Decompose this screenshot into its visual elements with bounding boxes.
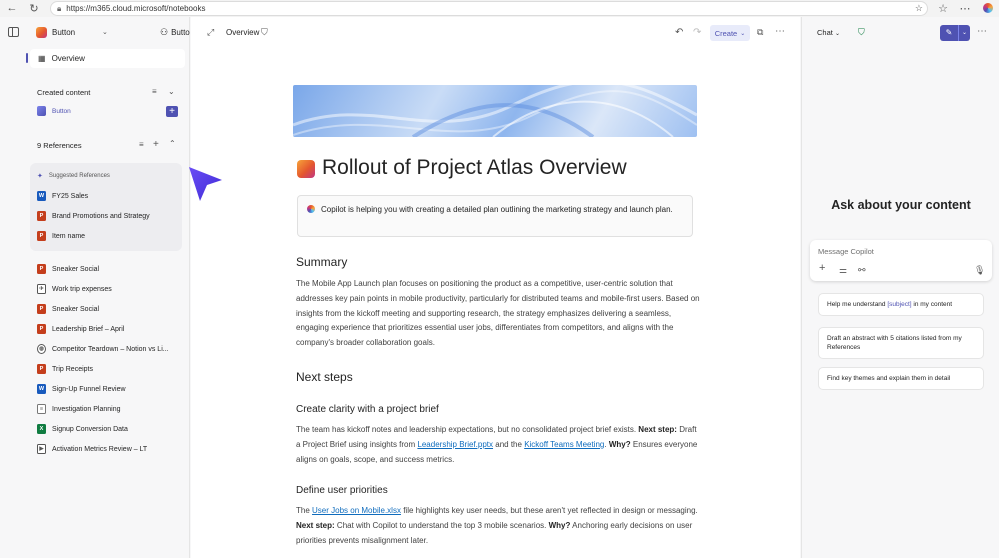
chevron-up-icon[interactable]: ⌃ — [169, 139, 176, 148]
chevron-down-icon[interactable]: ⌄ — [168, 87, 175, 96]
section-paragraph: The team has kickoff notes and leadership expectations, but no consolidated project brief exists. Next step: Draft a Project Brief using insights from Leadership Brief.pptx and the Kickoff Teams Meeting. Why? Ensures everyone aligns on goals, scope, and success metrics. — [296, 425, 698, 464]
chevron-down-icon[interactable]: ⌄ — [961, 30, 968, 36]
lock-icon: 🔒︎ — [57, 3, 62, 13]
add-content-button[interactable]: + — [166, 106, 178, 117]
add-reference-icon[interactable]: + — [153, 139, 159, 150]
created-item[interactable] — [37, 106, 71, 116]
reference-item[interactable]: W FY25 Sales — [38, 192, 89, 200]
filter-icon[interactable]: ≡ — [152, 87, 157, 96]
reference-item[interactable]: ≡ Investigation Planning — [37, 404, 121, 414]
video-icon: ▶ — [37, 444, 46, 454]
page-icon — [37, 106, 46, 116]
share-icon[interactable]: ⧉ — [757, 27, 764, 37]
notebook-icon — [297, 160, 315, 178]
message-composer — [810, 240, 992, 281]
undo-icon[interactable]: ↶ — [675, 27, 684, 38]
cover-image — [293, 85, 697, 137]
toggle-panel-icon[interactable] — [8, 27, 19, 37]
favorites-icon[interactable]: ☆ — [938, 2, 948, 15]
copilot-note-text: Copilot is helping you with creating a detailed plan outlining the marketing strategy and launch plan. — [321, 205, 673, 214]
chevron-down-icon: ⌄ — [740, 30, 746, 37]
redo-icon[interactable]: ↷ — [693, 27, 702, 38]
document-icon: ≡ — [37, 404, 46, 414]
chevron-down-icon: ⌄ — [834, 31, 840, 37]
powerpoint-file-icon: P — [37, 364, 46, 374]
compose-icon[interactable]: ✎ — [940, 25, 959, 41]
more-icon[interactable]: ⋯ — [775, 26, 785, 37]
address-bar[interactable] — [50, 1, 928, 16]
section-heading: Define user priorities — [296, 485, 388, 496]
powerpoint-file-icon: P — [37, 231, 46, 241]
reference-item[interactable]: P Trip Receipts — [37, 364, 93, 374]
powerpoint-file-icon: P — [37, 324, 46, 334]
summary-paragraph: The Mobile App Launch plan focuses on positioning the product as a competitive, user-centric solution that addresses key pain points in mobile productivity, particularly for distributed teams and mobile-first users. Based on insights from the kickoff meeting and supporting research, the strategy emphasizes delivering a seamless, engaging experience that prioritizes essential user jobs, differentiates from competitors, and aligns with the company's broader collaboration goals. — [296, 279, 700, 348]
copilot-callout — [297, 195, 693, 237]
sidebar-item-label: Overview — [51, 54, 85, 63]
create-button[interactable]: Create ⌄ — [710, 25, 750, 41]
reference-item[interactable]: P Sneaker Social — [37, 304, 99, 314]
browser-more-icon[interactable]: ⋯ — [959, 2, 971, 15]
new-chat-button[interactable] — [940, 25, 970, 41]
suggestion-card[interactable]: Draft an abstract with 5 citations listed from my References — [818, 327, 984, 359]
copilot-browser-icon[interactable] — [983, 3, 993, 13]
reference-item[interactable]: ◍ Competitor Teardown – Notion vs Li... — [37, 344, 169, 354]
notebook-title[interactable]: Button — [52, 28, 76, 37]
shield-check-icon[interactable]: ⛉ — [858, 27, 865, 37]
powerpoint-file-icon: P — [37, 211, 46, 221]
suggested-references-label: ✦ Suggested References — [37, 173, 110, 180]
leadership-brief-link[interactable]: Leadership Brief.pptx — [417, 439, 494, 449]
user-jobs-link[interactable]: User Jobs on Mobile.xlsx — [312, 506, 401, 515]
reference-item[interactable]: ▶ Activation Metrics Review – LT — [37, 444, 147, 454]
grid-icon: ▦ — [38, 54, 46, 63]
browser-toolbar — [0, 0, 999, 17]
people-icon: ⚇ — [160, 27, 169, 37]
section-heading: Create clarity with a project brief — [296, 404, 439, 415]
reference-item[interactable]: P Item name — [37, 231, 85, 241]
share-button[interactable] — [160, 27, 190, 38]
chat-mode-dropdown[interactable]: Chat ⌄ — [817, 28, 840, 37]
selection-indicator — [26, 53, 28, 63]
link-icon[interactable]: ⚯ — [858, 265, 866, 275]
powerpoint-file-icon: P — [37, 264, 46, 274]
copilot-icon — [307, 205, 315, 213]
add-icon[interactable]: + — [819, 262, 826, 274]
chevron-down-icon[interactable]: ⌄ — [102, 29, 108, 36]
suggestion-card[interactable]: Find key themes and explain them in detail — [818, 367, 984, 390]
reference-item[interactable]: P Sneaker Social — [37, 264, 99, 274]
settings-sliders-icon[interactable]: ⚌ — [839, 265, 848, 275]
chat-panel — [801, 17, 999, 558]
microphone-icon[interactable]: 🎙︎ — [974, 265, 986, 275]
kickoff-meeting-link[interactable]: Kickoff Teams Meeting — [524, 439, 605, 449]
reference-item[interactable]: X Signup Conversion Data — [37, 424, 128, 434]
section-paragraph: The User Jobs on Mobile.xlsx file highlights key user needs, but these aren't yet reflected in design or messaging. Next step: Chat with Copilot to understand the top 3 mobile scenarios. Why? Anchoring early decisions on user priorities prevents misalignment later. — [296, 506, 698, 545]
reference-item[interactable]: P Brand Promotions and Strategy — [37, 211, 150, 221]
reference-item[interactable]: W Sign-Up Funnel Review — [38, 385, 126, 393]
pointer-cursor-icon — [186, 165, 226, 205]
expand-icon[interactable]: ⤢ — [207, 27, 215, 37]
message-input[interactable] — [818, 244, 984, 258]
excel-file-icon: X — [37, 424, 46, 434]
page-title: Rollout of Project Atlas Overview — [322, 156, 627, 179]
created-content-header: Created content — [37, 88, 91, 97]
next-steps-heading: Next steps — [296, 370, 353, 384]
back-icon[interactable]: ← — [6, 2, 18, 14]
more-icon[interactable]: ⋯ — [977, 26, 987, 37]
suggestion-card[interactable]: Help me understand [subject] in my content — [818, 293, 984, 316]
wave-pattern — [293, 85, 697, 137]
breadcrumb: Overview — [226, 28, 260, 37]
chat-heading: Ask about your content — [831, 198, 971, 212]
created-item-label: Button — [52, 107, 71, 115]
shield-icon[interactable]: ⛉ — [261, 27, 268, 37]
reference-item[interactable]: P Leadership Brief – April — [37, 324, 124, 334]
refresh-icon[interactable]: ↻ — [29, 2, 39, 15]
sidebar-header — [0, 17, 190, 49]
reference-item[interactable]: ✈ Work trip expenses — [37, 284, 112, 294]
main-document — [191, 17, 800, 558]
reader-icon[interactable]: ☆ — [914, 3, 923, 13]
sparkle-icon: ✦ — [37, 173, 43, 180]
word-file-icon: W — [38, 193, 45, 199]
url-text: https://m365.cloud.microsoft/notebooks — [66, 4, 206, 13]
notebook-icon — [36, 27, 47, 38]
powerpoint-file-icon: P — [37, 304, 46, 314]
share-label: Butto — [171, 28, 190, 37]
left-sidebar — [0, 17, 190, 558]
references-header: 9 References — [37, 141, 82, 150]
word-file-icon: W — [38, 386, 45, 392]
summary-heading: Summary — [296, 255, 348, 269]
filter-icon[interactable]: ≡ — [139, 140, 144, 149]
globe-icon: ◍ — [37, 344, 46, 354]
sidebar-item-overview[interactable] — [30, 49, 185, 68]
airplane-icon: ✈ — [37, 284, 46, 294]
document-toolbar — [191, 17, 800, 49]
